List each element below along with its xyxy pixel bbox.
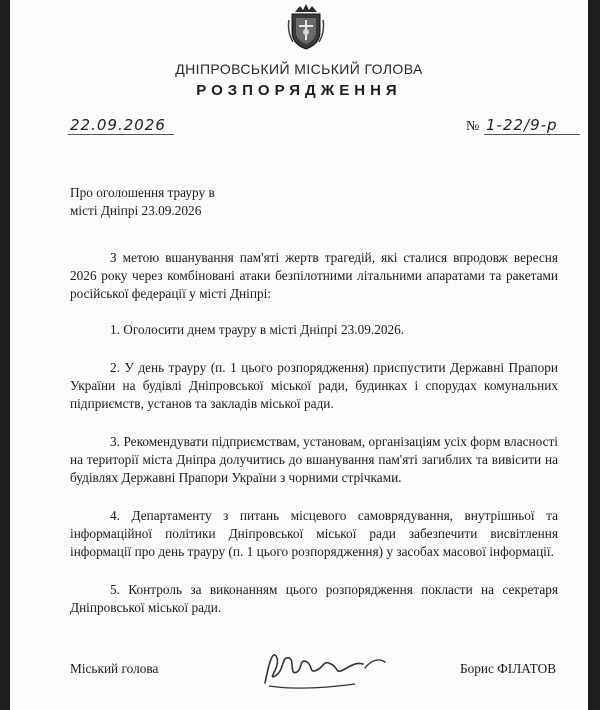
subject-line-2: місті Дніпрі 23.09.2026 xyxy=(70,203,202,218)
document-body xyxy=(70,249,558,637)
handwritten-signature xyxy=(255,628,405,698)
handwritten-number: 1-22/9-р xyxy=(486,116,558,134)
number-label: № xyxy=(466,119,480,134)
document-type: РОЗПОРЯДЖЕННЯ xyxy=(196,82,402,99)
subject-line-1: Про оголошення трауру в xyxy=(70,185,215,200)
date-underline xyxy=(68,134,174,135)
order-item-3: 3. Рекомендувати підприємствам, установам, організаціям усіх форм власності на території міста Дніпра долучитись до вшанування пам'яті загиблих та вивісити на будівлях Державні Прапори України з чорними стрічками. xyxy=(70,434,558,485)
issuing-authority: ДНІПРОВСЬКИЙ МІСЬКИЙ ГОЛОВА xyxy=(175,61,423,77)
order-item-5: 5. Контроль за виконанням цього розпорядження покласти на секретаря Дніпровської міської ради. xyxy=(70,582,558,615)
city-coat-of-arms-icon xyxy=(287,2,325,50)
document-subject xyxy=(70,184,310,220)
order-item-2: 2. У день трауру (п. 1 цього розпорядження) приспустити Державні Прапори України на будівлі Дніпровської міської ради, будинках і спорудах комунальних підприємств, установ та закладів міської ради. xyxy=(70,360,558,411)
preamble-paragraph: З метою вшанування пам'яті жертв трагедій, які сталися впродовж вересня 2026 року через комбіновані атаки безпілотними літальними апаратами та ракетами російської федерації у місті Дніпрі: xyxy=(70,250,558,301)
signatory-name: Борис ФІЛАТОВ xyxy=(460,661,557,676)
signatory-title: Міський голова xyxy=(70,661,159,676)
document-page xyxy=(10,0,588,710)
order-item-4: 4. Департаменту з питань місцевого самоврядування, внутрішньої та інформаційної політики Дніпровської міської ради забезпечити висвітлення інформації про день трауру (п. 1 цього розпорядження) у засобах масової інформації. xyxy=(70,508,558,559)
handwritten-date: 22.09.2026 xyxy=(70,116,166,134)
order-item-1: 1. Оголосити днем трауру в місті Дніпрі 23.09.2026. xyxy=(110,322,405,337)
number-underline xyxy=(484,134,580,135)
